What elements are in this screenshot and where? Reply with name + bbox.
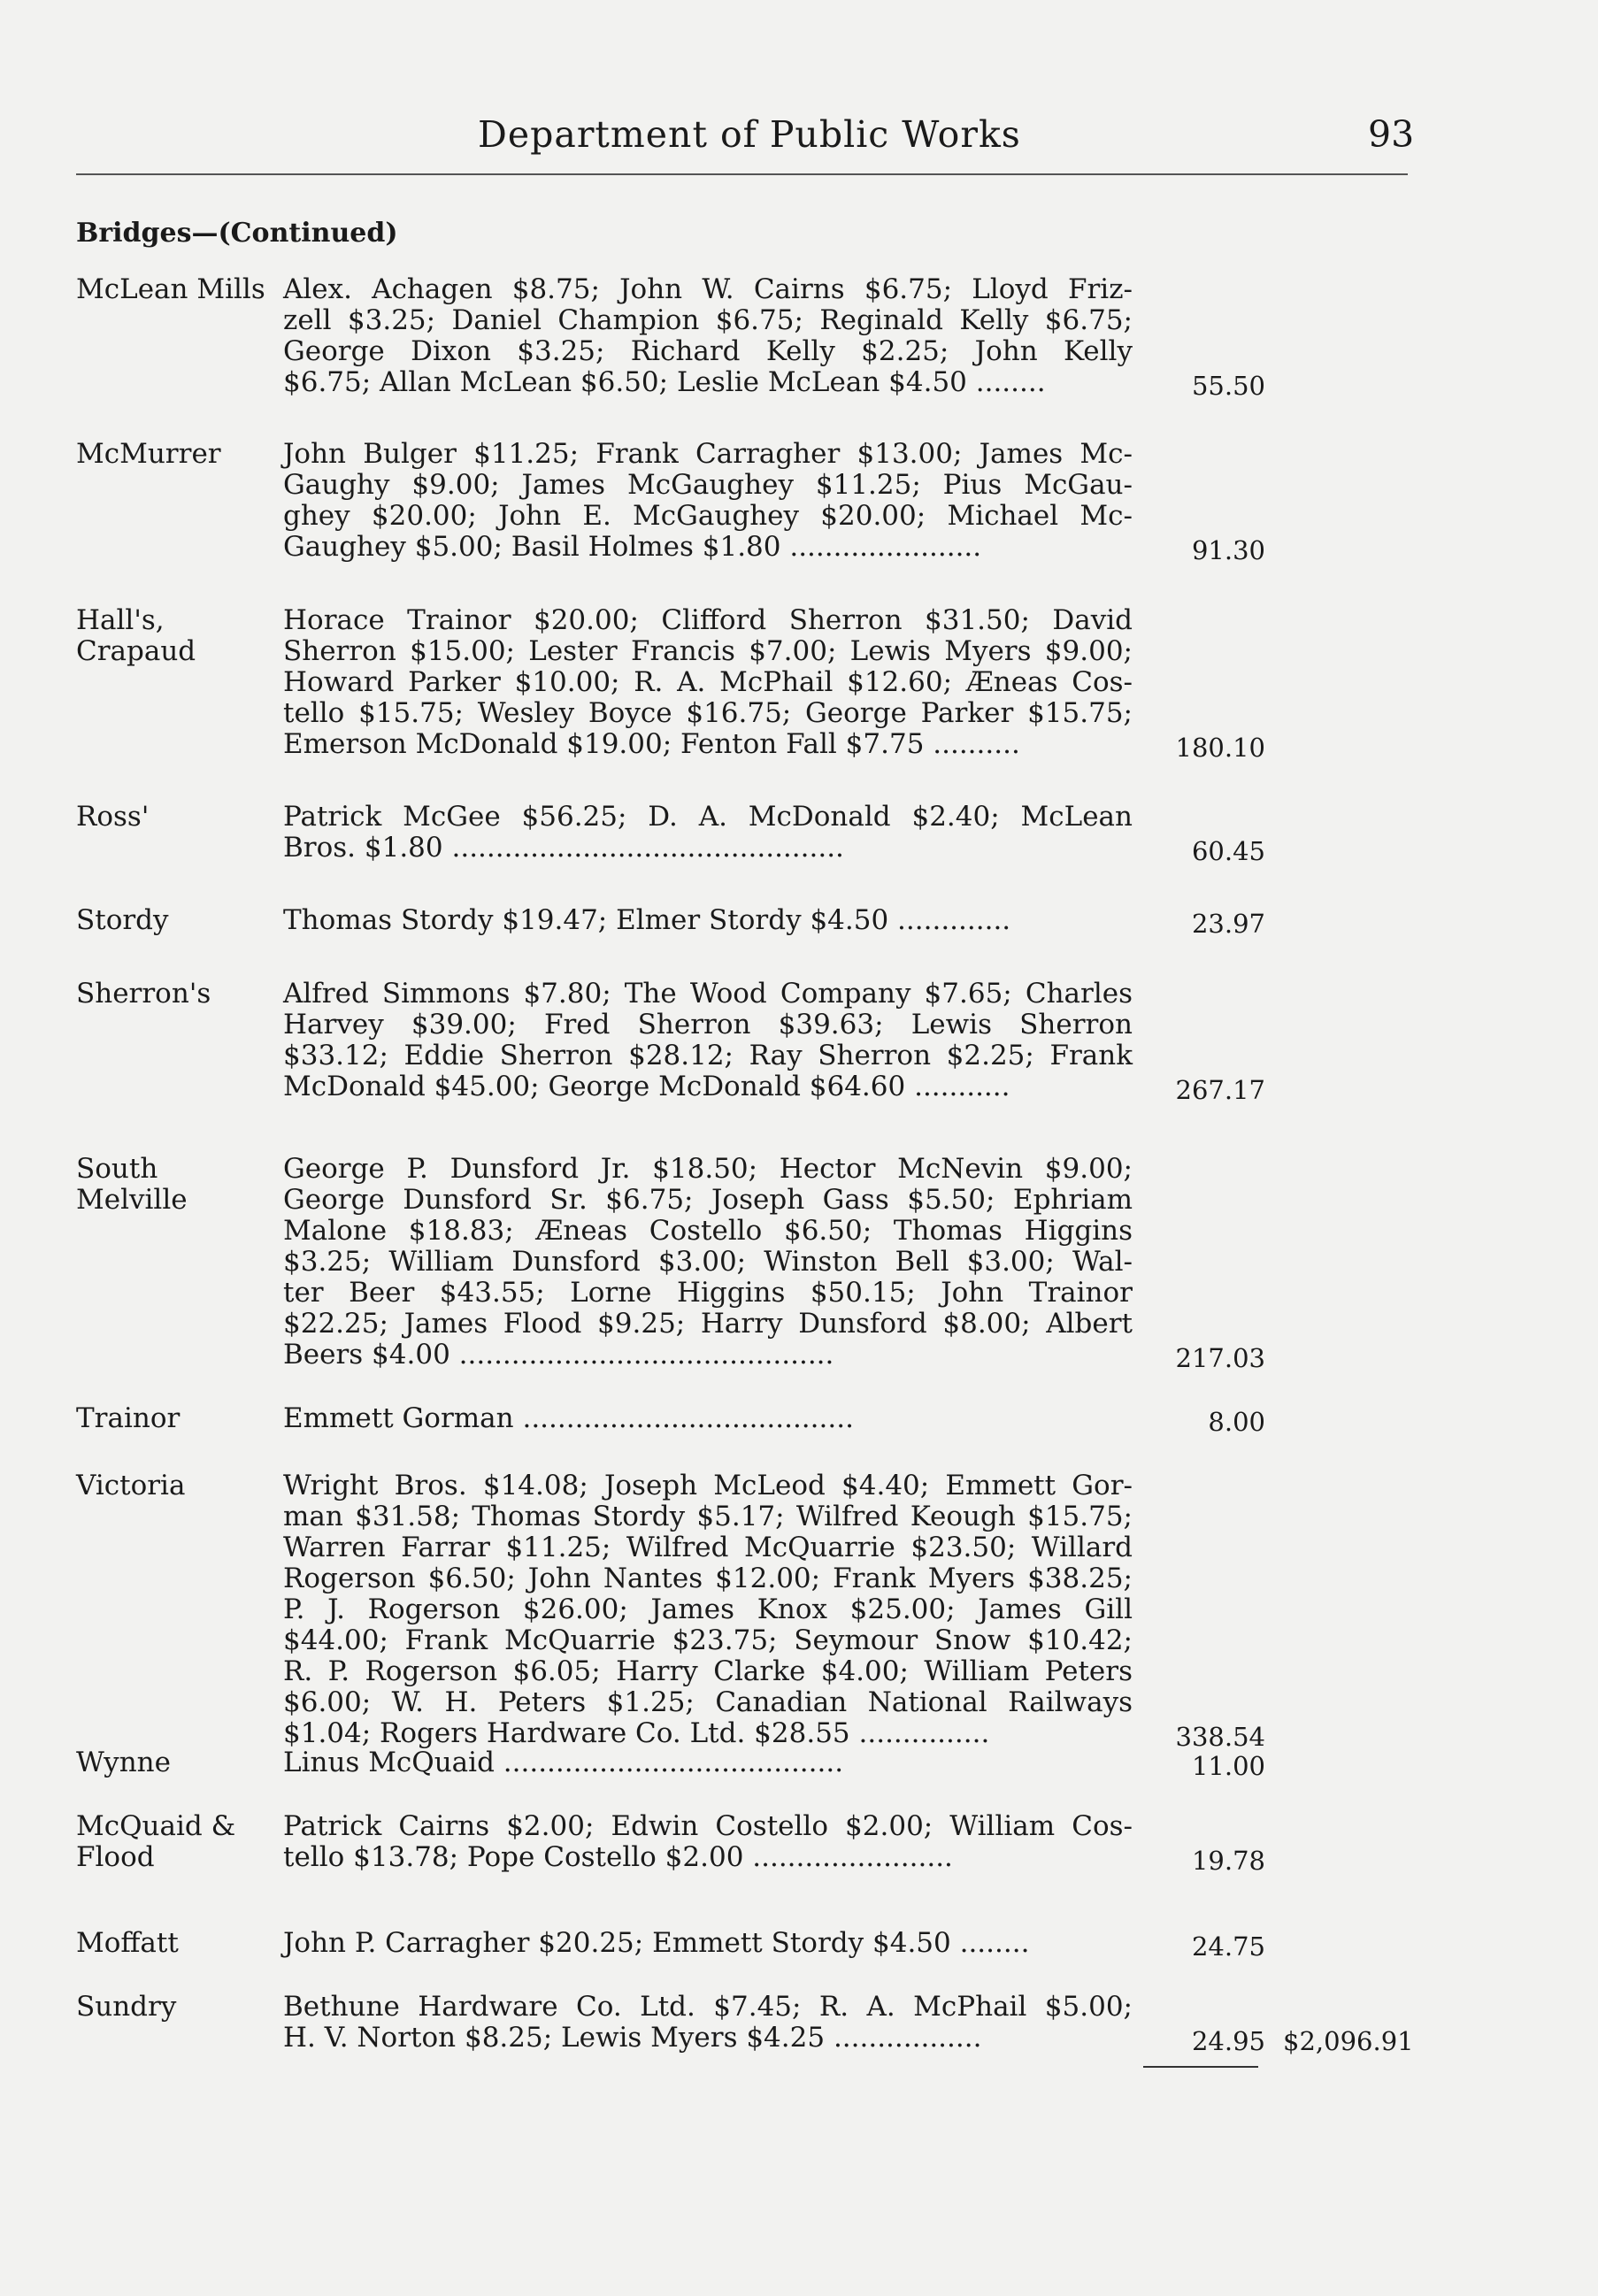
- entry-place: [76, 1471, 280, 1501]
- entry-description-line: ghey $20.00; John E. McGaughey $20.00; Michael Mc-: [283, 500, 1133, 532]
- entry-description: [283, 439, 1133, 563]
- entry-description-line: McDonald $45.00; George McDonald $64.60 ...........: [283, 1071, 1010, 1102]
- entry-description-line: $33.12; Eddie Sherron $28.12; Ray Sherron $2.25; Frank: [283, 1040, 1133, 1071]
- entry-description-line: zell $3.25; Daniel Champion $6.75; Reginald Kelly $6.75;: [283, 304, 1133, 336]
- entry-amount: 180.10: [1175, 733, 1265, 763]
- entry-place-line: Stordy: [76, 904, 169, 936]
- entry-place: [76, 979, 280, 1010]
- entry-place: [76, 1403, 280, 1434]
- entry-description: [283, 1747, 1133, 1778]
- entry-description: [283, 979, 1133, 1102]
- entry-description: [283, 802, 1133, 864]
- entry-place: [76, 274, 280, 305]
- entry-amount: 8.00: [1208, 1407, 1265, 1437]
- entry-description-line: tello $15.75; Wesley Boyce $16.75; George Parker $15.75;: [283, 697, 1133, 729]
- entry-description-line: George P. Dunsford Jr. $18.50; Hector McNevin $9.00;: [283, 1153, 1133, 1185]
- entry-place-line: Sundry: [76, 1991, 177, 2023]
- entry-description-line: tello $13.78; Pope Costello $2.00 .......................: [283, 1841, 953, 1873]
- entry-description-line: George Dixon $3.25; Richard Kelly $2.25; John Kelly: [283, 335, 1133, 367]
- entry-description-line: H. V. Norton $8.25; Lewis Myers $4.25 .................: [283, 2022, 982, 2054]
- entry-description-line: Emmett Gorman ......................................: [283, 1402, 854, 1434]
- entry-description: [283, 274, 1133, 398]
- entry-place: [76, 605, 280, 667]
- entry-description-line: Horace Trainor $20.00; Clifford Sherron $31.50; David: [283, 604, 1133, 636]
- entry-description-line: Howard Parker $10.00; R. A. McPhail $12.60; Æneas Cos-: [283, 666, 1133, 698]
- entry-place-line: Sherron's: [76, 978, 211, 1010]
- entry-place-line: Flood: [76, 1841, 155, 1873]
- entry-description-line: Emerson McDonald $19.00; Fenton Fall $7.75 ..........: [283, 728, 1020, 760]
- entry-amount: 55.50: [1191, 371, 1265, 401]
- entry-place: [76, 1154, 280, 1216]
- entry-description-line: George Dunsford Sr. $6.75; Joseph Gass $5.50; Ephriam: [283, 1184, 1133, 1216]
- entry-place-line: McLean Mills: [76, 273, 265, 305]
- entry-amount: 338.54: [1175, 1722, 1265, 1752]
- entry-place: [76, 905, 280, 936]
- entry-amount: 11.00: [1191, 1751, 1265, 1781]
- entry-place-line: Crapaud: [76, 635, 196, 667]
- entry-description-line: $3.25; William Dunsford $3.00; Winston Bell $3.00; Wal-: [283, 1246, 1133, 1278]
- entry-description-line: Thomas Stordy $19.47; Elmer Stordy $4.50 .............: [283, 904, 1011, 936]
- entry-description: [283, 1992, 1133, 2054]
- entry-amount: 217.03: [1175, 1343, 1265, 1373]
- entry-description-line: John Bulger $11.25; Frank Carragher $13.00; James Mc-: [283, 438, 1133, 470]
- entry-description-line: Bros. $1.80 .............................................: [283, 832, 844, 864]
- entry-place-line: McQuaid &: [76, 1810, 236, 1842]
- entry-description-line: Wright Bros. $14.08; Joseph McLeod $4.40; Emmett Gor-: [283, 1470, 1133, 1501]
- entry-place-line: Hall's,: [76, 604, 165, 636]
- entry-place-line: Melville: [76, 1184, 188, 1216]
- entry-place: [76, 1811, 280, 1873]
- entry-description-line: $1.04; Rogers Hardware Co. Ltd. $28.55 ...............: [283, 1717, 990, 1749]
- entry-amount: 19.78: [1191, 1846, 1265, 1876]
- entry-description-line: Malone $18.83; Æneas Costello $6.50; Thomas Higgins: [283, 1215, 1133, 1247]
- entry-place-line: Ross': [76, 801, 150, 833]
- entry-description-line: Bethune Hardware Co. Ltd. $7.45; R. A. McPhail $5.00;: [283, 1991, 1133, 2023]
- entry-amount: 267.17: [1175, 1075, 1265, 1105]
- entry-place: [76, 1992, 280, 2023]
- entry-description-line: $44.00; Frank McQuarrie $23.75; Seymour Snow $10.42;: [283, 1624, 1133, 1656]
- entry-description-line: $6.75; Allan McLean $6.50; Leslie McLean $4.50 ........: [283, 366, 1046, 398]
- entry-description-line: Harvey $39.00; Fred Sherron $39.63; Lewis Sherron: [283, 1009, 1133, 1040]
- entry-place: [76, 439, 280, 470]
- entry-description: [283, 1471, 1133, 1749]
- page-title: Department of Public Works: [478, 113, 1021, 156]
- page-header: [0, 113, 1598, 166]
- entry-description-line: John P. Carragher $20.25; Emmett Stordy $4.50 ........: [283, 1927, 1030, 1959]
- sum-rule: [1143, 2066, 1258, 2068]
- entry-description: [283, 1154, 1133, 1371]
- entry-description-line: Patrick McGee $56.25; D. A. McDonald $2.40; McLean: [283, 801, 1133, 833]
- entry-description-line: man $31.58; Thomas Stordy $5.17; Wilfred Keough $15.75;: [283, 1501, 1133, 1532]
- entry-amount: 24.75: [1191, 1931, 1265, 1962]
- entry-place: [76, 802, 280, 833]
- entry-description-line: R. P. Rogerson $6.05; Harry Clarke $4.00; William Peters: [283, 1655, 1133, 1687]
- entry-description-line: ter Beer $43.55; Lorne Higgins $50.15; John Trainor: [283, 1277, 1133, 1309]
- entry-description-line: Gaughy $9.00; James McGaughey $11.25; Pius McGau-: [283, 469, 1133, 501]
- entry-description-line: $6.00; W. H. Peters $1.25; Canadian National Railways: [283, 1686, 1133, 1718]
- section-title: Bridges—(Continued): [76, 218, 398, 249]
- entry-description-line: Gaughey $5.00; Basil Holmes $1.80 ......................: [283, 531, 982, 563]
- entry-amount: 91.30: [1191, 535, 1265, 565]
- entry-place: [76, 1928, 280, 1959]
- entry-place-line: McMurrer: [76, 438, 221, 470]
- entry-place-line: Trainor: [76, 1402, 181, 1434]
- entry-description: [283, 605, 1133, 760]
- entry-amount: 24.95: [1191, 2026, 1265, 2056]
- entry-description: [283, 1811, 1133, 1873]
- entry-description-line: $22.25; James Flood $9.25; Harry Dunsford $8.00; Albert: [283, 1308, 1133, 1340]
- entry-description: [283, 905, 1133, 936]
- entry-place-line: South: [76, 1153, 158, 1185]
- grand-total: $2,096.91: [1283, 2026, 1414, 2056]
- entry-amount: 60.45: [1191, 836, 1265, 866]
- entry-place-line: Wynne: [76, 1747, 171, 1778]
- page-number: 93: [1368, 113, 1415, 156]
- entry-description-line: Beers $4.00 ...........................................: [283, 1339, 834, 1371]
- entry-description-line: P. J. Rogerson $26.00; James Knox $25.00; James Gill: [283, 1593, 1133, 1625]
- entry-amount: 23.97: [1191, 909, 1265, 939]
- entry-place-line: Moffatt: [76, 1927, 179, 1959]
- entry-description-line: Sherron $15.00; Lester Francis $7.00; Lewis Myers $9.00;: [283, 635, 1133, 667]
- entry-description-line: Alex. Achagen $8.75; John W. Cairns $6.75; Lloyd Friz-: [283, 273, 1133, 305]
- entry-description-line: Rogerson $6.50; John Nantes $12.00; Frank Myers $38.25;: [283, 1563, 1133, 1594]
- entry-description-line: Warren Farrar $11.25; Wilfred McQuarrie $23.50; Willard: [283, 1532, 1133, 1563]
- entry-description: [283, 1403, 1133, 1434]
- entry-description-line: Patrick Cairns $2.00; Edwin Costello $2.00; William Cos-: [283, 1810, 1133, 1842]
- entry-place-line: Victoria: [76, 1470, 186, 1501]
- entry-description: [283, 1928, 1133, 1959]
- entry-place: [76, 1747, 280, 1778]
- entry-description-line: Alfred Simmons $7.80; The Wood Company $7.65; Charles: [283, 978, 1133, 1010]
- header-rule: [76, 173, 1408, 175]
- entry-description-line: Linus McQuaid .......................................: [283, 1747, 844, 1778]
